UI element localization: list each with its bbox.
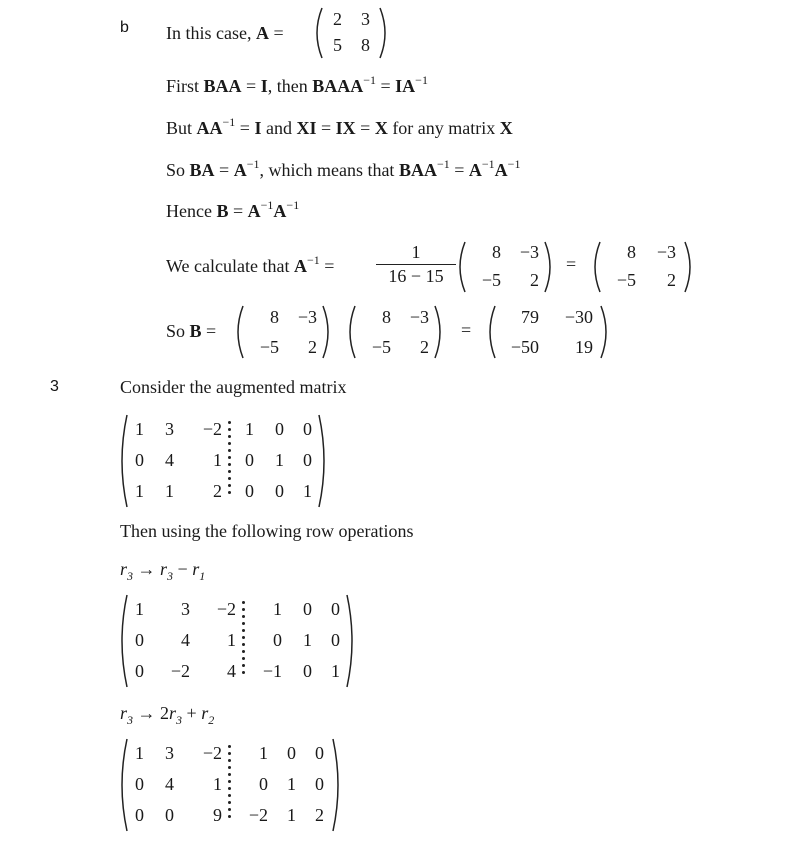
- text: =: [376, 76, 396, 96]
- matrix-cell: −30: [564, 307, 593, 327]
- matrix-cell: 4: [165, 774, 174, 794]
- matrix-cell: −2: [170, 661, 190, 681]
- math: A: [494, 160, 508, 180]
- row-operation-1: [120, 558, 205, 582]
- q3-intro: Consider the augmented matrix: [120, 377, 347, 397]
- equals: =: [461, 320, 472, 340]
- text: =: [319, 256, 335, 276]
- line-5: [166, 200, 299, 224]
- matrix-cell: 2: [333, 9, 342, 29]
- augment-separator: [228, 745, 232, 822]
- matrix-cell: 0: [315, 743, 324, 763]
- matrix-cell: 3: [361, 9, 370, 29]
- text: , then: [267, 76, 313, 96]
- text: =: [228, 201, 248, 221]
- matrix-cell: 0: [245, 450, 254, 470]
- matrix-cell: 1: [273, 599, 282, 619]
- matrix-cell: 0: [315, 774, 324, 794]
- text: Hence: [166, 201, 217, 221]
- text: =: [449, 160, 469, 180]
- line-4: [166, 159, 520, 183]
- matrix-cell: 0: [245, 481, 254, 501]
- superscript: −1: [306, 253, 320, 267]
- subscript: 2: [208, 713, 215, 727]
- text: We calculate that: [166, 256, 294, 276]
- superscript: −1: [260, 198, 274, 212]
- augment-separator: [228, 421, 232, 498]
- augment-separator: [242, 601, 246, 678]
- matrix-cell: 2: [315, 805, 324, 825]
- row-var: r: [169, 703, 177, 723]
- matrix-cell: 0: [135, 661, 144, 681]
- superscript: −1: [286, 198, 300, 212]
- math: A: [468, 160, 482, 180]
- math: BAAA: [312, 76, 364, 96]
- math: A: [293, 256, 307, 276]
- matrix-cell: 1: [165, 481, 174, 501]
- fraction: [376, 242, 456, 287]
- matrix-cell: −50: [510, 337, 539, 357]
- matrix-cell: 1: [245, 419, 254, 439]
- text: First: [166, 76, 204, 96]
- augmented-matrix-2: [118, 593, 356, 689]
- line-2: [166, 75, 428, 99]
- math: X: [374, 118, 388, 138]
- arrow: →: [133, 559, 161, 579]
- matrix-cell: 1: [259, 743, 268, 763]
- matrix-cell: 8: [627, 242, 636, 262]
- math: IX: [335, 118, 356, 138]
- matrix-cell: 1: [135, 599, 144, 619]
- matrix-factor-1: [233, 304, 333, 360]
- math: A: [273, 201, 287, 221]
- matrix-cell: −3: [297, 307, 317, 327]
- math: B: [216, 201, 229, 221]
- matrix-cell: 0: [165, 805, 174, 825]
- text: In this case,: [166, 23, 256, 43]
- text: =: [235, 118, 255, 138]
- row-var: r: [120, 703, 128, 723]
- text: , which means that: [259, 160, 399, 180]
- matrix-cell: 2: [667, 270, 676, 290]
- text: =: [316, 118, 336, 138]
- matrix-cell: 4: [165, 450, 174, 470]
- matrix-cell: −1: [262, 661, 282, 681]
- augmented-matrix-3: [118, 737, 342, 833]
- matrix-cell: −5: [481, 270, 501, 290]
- matrix-cell: 2: [530, 270, 539, 290]
- text: So: [166, 321, 190, 341]
- equals: =: [268, 23, 284, 43]
- matrix-cell: −5: [259, 337, 279, 357]
- matrix-cell: 0: [287, 743, 296, 763]
- matrix-cell: −3: [656, 242, 676, 262]
- matrix-cell: −5: [371, 337, 391, 357]
- augmented-matrix-1: [118, 413, 328, 509]
- superscript: −1: [415, 73, 428, 87]
- matrix-cell: 0: [331, 630, 340, 650]
- text: =: [355, 118, 375, 138]
- question-3-label: 3: [50, 378, 59, 395]
- matrix-cell: 0: [135, 805, 144, 825]
- subscript: 3: [127, 713, 134, 727]
- matrix-adjugate: [455, 240, 555, 294]
- matrix-cell: 19: [575, 337, 593, 357]
- row-var: r: [160, 559, 168, 579]
- matrix-cell: 3: [165, 743, 174, 763]
- text: for any matrix: [387, 118, 500, 138]
- matrix-cell: −2: [216, 599, 236, 619]
- matrix-cell: 1: [303, 481, 312, 501]
- matrix-cell: 8: [492, 242, 501, 262]
- matrix-A: [312, 6, 390, 60]
- line-6: [166, 255, 334, 279]
- operator: −: [173, 559, 193, 579]
- matrix-cell: 8: [270, 307, 279, 327]
- text: and: [261, 118, 297, 138]
- math: BA: [189, 160, 215, 180]
- math: A: [247, 201, 261, 221]
- matrix-cell: 0: [303, 450, 312, 470]
- matrix-cell: 3: [165, 419, 174, 439]
- text: But: [166, 118, 197, 138]
- matrix-cell: 1: [275, 450, 284, 470]
- matrix-cell: 1: [135, 419, 144, 439]
- matrix-cell: −3: [519, 242, 539, 262]
- matrix-cell: 79: [521, 307, 539, 327]
- text: =: [201, 321, 217, 341]
- row-operation-2: [120, 702, 214, 726]
- matrix-inverse: [590, 240, 695, 294]
- subscript: 3: [127, 569, 134, 583]
- matrix-cell: 0: [275, 419, 284, 439]
- matrix-parentheses: [312, 6, 390, 60]
- matrix-cell: −5: [616, 270, 636, 290]
- matrix-cell: 0: [259, 774, 268, 794]
- math: BAA: [398, 160, 437, 180]
- matrix-cell: 3: [181, 599, 190, 619]
- line-3: [166, 117, 513, 141]
- matrix-cell: 0: [135, 450, 144, 470]
- text: =: [214, 160, 234, 180]
- matrix-cell: 4: [227, 661, 236, 681]
- coefficient: 2: [160, 703, 170, 723]
- matrix-cell: 9: [213, 805, 222, 825]
- math: B: [189, 321, 202, 341]
- matrix-cell: 2: [420, 337, 429, 357]
- math: XI: [296, 118, 317, 138]
- math: X: [499, 118, 513, 138]
- subscript: 3: [167, 569, 174, 583]
- line-1: [166, 22, 284, 44]
- superscript: −1: [436, 157, 450, 171]
- matrix-cell: 4: [181, 630, 190, 650]
- matrix-product: [485, 304, 611, 360]
- fraction-numerator: 1: [411, 242, 421, 262]
- superscript: −1: [481, 157, 495, 171]
- matrix-cell: 0: [303, 419, 312, 439]
- matrix-cell: 0: [331, 599, 340, 619]
- matrix-cell: 1: [227, 630, 236, 650]
- line-7: [166, 320, 216, 342]
- matrix-cell: −2: [248, 805, 268, 825]
- subscript: 1: [199, 569, 206, 583]
- matrix-cell: 1: [213, 774, 222, 794]
- matrix-cell: 0: [303, 661, 312, 681]
- row-var: r: [201, 703, 209, 723]
- math: BAA: [203, 76, 242, 96]
- matrix-cell: 8: [361, 35, 370, 55]
- math: I: [254, 118, 262, 138]
- matrix-cell: −3: [409, 307, 429, 327]
- matrix-cell: 8: [382, 307, 391, 327]
- operator: +: [182, 703, 202, 723]
- superscript: −1: [222, 115, 236, 129]
- matrix-cell: 1: [287, 805, 296, 825]
- part-b-label: b: [120, 19, 129, 36]
- row-var: r: [120, 559, 128, 579]
- matrix-cell: 1: [135, 481, 144, 501]
- matrix-cell: 0: [303, 599, 312, 619]
- equals: =: [566, 254, 577, 274]
- superscript: −1: [363, 73, 376, 87]
- matrix-cell: 0: [135, 630, 144, 650]
- matrix-cell: 1: [287, 774, 296, 794]
- row-var: r: [192, 559, 200, 579]
- matrix-cell: −2: [202, 743, 222, 763]
- math: AA: [196, 118, 223, 138]
- subscript: 3: [176, 713, 183, 727]
- matrix-cell: 1: [331, 661, 340, 681]
- fraction-denominator: 16 − 15: [376, 264, 456, 287]
- superscript: −1: [507, 157, 521, 171]
- matrix-cell: 1: [303, 630, 312, 650]
- matrix-cell: −2: [202, 419, 222, 439]
- matrix-cell: 2: [213, 481, 222, 501]
- matrix-var: A: [255, 23, 269, 43]
- matrix-cell: 0: [273, 630, 282, 650]
- matrix-cell: 0: [275, 481, 284, 501]
- math: A: [233, 160, 247, 180]
- matrix-cell: 1: [135, 743, 144, 763]
- superscript: −1: [246, 157, 260, 171]
- matrix-cell: 0: [135, 774, 144, 794]
- text: So: [166, 160, 190, 180]
- q3-then: Then using the following row operations: [120, 521, 414, 541]
- matrix-cell: 5: [333, 35, 342, 55]
- matrix-cell: 1: [213, 450, 222, 470]
- matrix-factor-2: [345, 304, 445, 360]
- matrix-cell: 2: [308, 337, 317, 357]
- math: I: [260, 76, 268, 96]
- text: =: [241, 76, 261, 96]
- math: IA: [395, 76, 416, 96]
- arrow: →: [133, 703, 161, 723]
